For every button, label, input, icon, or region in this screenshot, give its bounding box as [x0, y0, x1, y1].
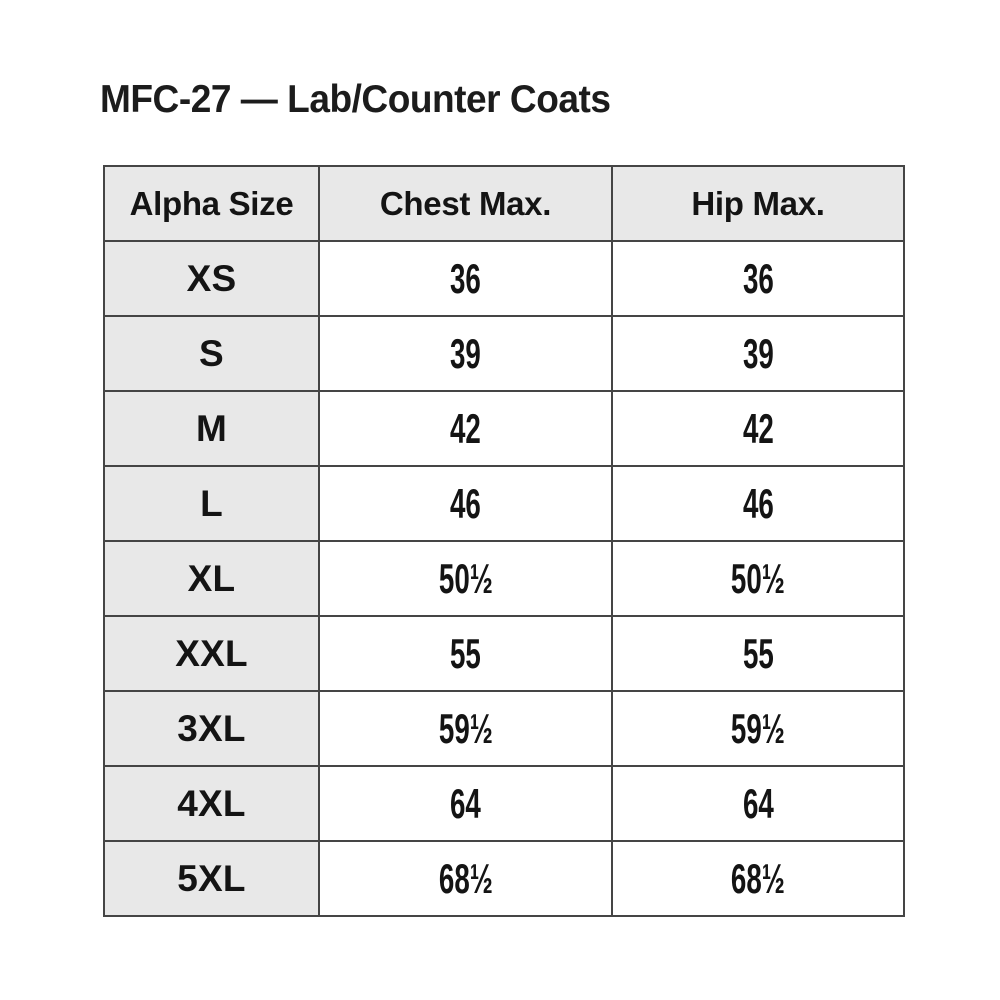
- hip-value: 68½: [731, 854, 785, 902]
- column-header-hip-max: Hip Max.: [612, 166, 904, 241]
- page-title: MFC-27 — Lab/Counter Coats: [100, 78, 611, 121]
- size-label-cell: XXL: [104, 616, 319, 691]
- size-label-cell: 4XL: [104, 766, 319, 841]
- table-row-m: [104, 391, 904, 466]
- hip-value-cell: [612, 466, 904, 541]
- hip-value: 36: [742, 254, 774, 302]
- column-header-chest-max: Chest Max.: [319, 166, 612, 241]
- table-row-xs: [104, 241, 904, 316]
- chest-value-cell: [319, 766, 612, 841]
- chest-value: 42: [450, 404, 481, 452]
- hip-value: 59½: [731, 704, 785, 752]
- size-label-cell: XL: [104, 541, 319, 616]
- hip-value: 39: [742, 329, 774, 377]
- chest-value-cell: [319, 541, 612, 616]
- hip-value: 55: [742, 629, 774, 677]
- chest-value: 68½: [438, 854, 493, 902]
- chest-value: 46: [450, 479, 481, 527]
- hip-value-cell: [612, 616, 904, 691]
- hip-value: 42: [742, 404, 774, 452]
- hip-value-cell: [612, 691, 904, 766]
- chest-value: 50½: [438, 554, 493, 602]
- hip-value: 46: [742, 479, 774, 527]
- size-label-cell: M: [104, 391, 319, 466]
- hip-value-cell: [612, 841, 904, 916]
- table-row-5xl: [104, 841, 904, 916]
- chest-value-cell: [319, 391, 612, 466]
- size-label-cell: 3XL: [104, 691, 319, 766]
- hip-value-cell: [612, 766, 904, 841]
- chest-value-cell: [319, 316, 612, 391]
- chest-value: 59½: [438, 704, 493, 752]
- table-row-4xl: [104, 766, 904, 841]
- size-label-cell: L: [104, 466, 319, 541]
- chest-value: 36: [450, 254, 481, 302]
- chest-value-cell: [319, 466, 612, 541]
- table-header-row: [104, 166, 904, 241]
- chest-value-cell: [319, 691, 612, 766]
- table-row-xxl: [104, 616, 904, 691]
- table-row-l: [104, 466, 904, 541]
- hip-value: 50½: [731, 554, 785, 602]
- chest-value-cell: [319, 841, 612, 916]
- hip-value-cell: [612, 541, 904, 616]
- size-label-cell: S: [104, 316, 319, 391]
- table-row-3xl: [104, 691, 904, 766]
- chest-value-cell: [319, 616, 612, 691]
- hip-value-cell: [612, 241, 904, 316]
- hip-value: 64: [742, 779, 774, 827]
- size-label-cell: 5XL: [104, 841, 319, 916]
- chest-value: 55: [450, 629, 481, 677]
- size-label-cell: XS: [104, 241, 319, 316]
- column-header-alpha-size: Alpha Size: [104, 166, 319, 241]
- hip-value-cell: [612, 316, 904, 391]
- chest-value-cell: [319, 241, 612, 316]
- size-table: [103, 165, 905, 917]
- chest-value: 39: [450, 329, 481, 377]
- table-row-xl: [104, 541, 904, 616]
- chest-value: 64: [450, 779, 481, 827]
- hip-value-cell: [612, 391, 904, 466]
- table-row-s: [104, 316, 904, 391]
